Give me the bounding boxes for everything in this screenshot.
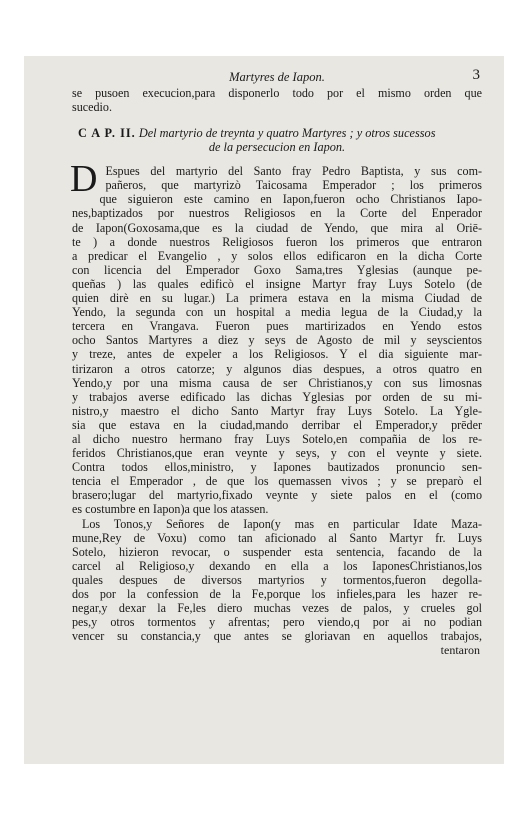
- chapter-heading-line: [72, 126, 482, 140]
- book-page: [24, 56, 504, 764]
- text-line: Yendo, la segunda con un hospital a media legua de la Ciudad,y la: [72, 305, 482, 320]
- running-head: [72, 67, 482, 85]
- paragraph-2: [72, 517, 482, 644]
- text-line: con licencia del Emperador Goxo Sama,tres Yglesias (aunque pe-: [72, 262, 482, 277]
- chapter-title-line1: Del martyrio de treynta y quatro Martyres ; y otros sucessos: [138, 126, 436, 141]
- text-line: dos por la confession de la Fe,porque los infieles,para les hazer re-: [72, 587, 482, 601]
- text-line: queñas ) las quales edificò el insigne Martyr fray Luys Sotelo (de: [72, 276, 482, 291]
- running-head-title: Martyres de Iapon.: [229, 70, 325, 84]
- text-line: carcel al Religioso,y dexando en ella a los IaponesChristianos,los: [72, 558, 482, 573]
- text-line: tencia el Emperador , de que los quemassen vivos ; y se preparò el: [72, 474, 482, 489]
- text-line: te ) a donde nuestros Religiosos fueron los primeros que entraron: [72, 234, 482, 249]
- drop-cap: D: [70, 158, 98, 201]
- chapter-label: C A P. II.: [78, 126, 136, 141]
- text-line: nistro,y maestro el dicho Santo Martyr fray Luys Sotelo. La Ygle-: [72, 403, 482, 418]
- text-line: quien dirè en su lugar.) La primera estava en la misma Ciudad de: [72, 291, 482, 306]
- catchword: tentaron: [440, 643, 480, 658]
- text-line: al dicho nuestro hermano fray Luys Sotelo,en compañia de los re-: [72, 431, 482, 446]
- text-line: sia que estava en la ciudad,mando derribar el Emperador,y prēder: [72, 417, 482, 432]
- text-line: Contra todos ellos,ministro, y Iapones bautizados pronuncio sen-: [72, 460, 482, 475]
- text-line: tirizaron a otros catorze; y algunos dias despues, a otros quatro en: [72, 361, 482, 376]
- text-line: se pusoen execucion,para disponerlo todo por el mismo orden que: [72, 86, 482, 100]
- text-line: Yendo,y por una misma causa de ser Christianos,y con sus limosnas: [72, 375, 482, 390]
- text-line: es costumbre en Iapon)a que los atassen.: [72, 502, 269, 517]
- text-line: y treze, antes de expeler a los Religiosos. Y el dia siguiente mar-: [72, 347, 482, 362]
- paragraph-1: [70, 158, 482, 517]
- chapter-title-line2: de la persecucion en Iapon.: [208, 140, 346, 155]
- text-line: pañeros, que martyrizò Taicosama Emperador ; los primeros: [105, 178, 482, 193]
- text-line: feridos Christianos,que eran veynte y seys, y con el veynte y siete.: [72, 446, 482, 461]
- text-line: sucedio.: [72, 100, 112, 115]
- text-line: vencer su constancia,y que antes se gloriavan en aquellos trabajos,: [72, 629, 482, 644]
- page-number: 3: [472, 67, 480, 83]
- intro-paragraph: [72, 86, 482, 114]
- text-line: Los Tonos,y Señores de Iapon(y mas en particular Idate Maza-: [82, 516, 482, 531]
- chapter-heading: [72, 126, 482, 154]
- text-line: Sotelo, hizieron revocar, o suspender esta sentencia, facando de la: [72, 544, 482, 559]
- text-line: de Iapon(Goxosama,que es la ciudad de Yendo, que mira al Oriē-: [72, 220, 482, 235]
- text-line: tercera en Vrangava. Fueron pues martirizados en Yendo estos: [72, 319, 482, 334]
- text-line: a predicar el Evangelio , y solos ellos edificaron en la dicha Corte: [72, 248, 482, 263]
- text-line: que siguieron este camino en Iapon,fueron ocho Christianos Iapo-: [99, 192, 482, 207]
- text-line: negar,y dexar la Fe,les diero muchas vezes de palos, y crueles gol: [72, 601, 482, 616]
- text-line: pes,y otros tormentos y afrentas; pero viendo,q por ai no podian: [72, 615, 482, 630]
- text-line: mune,Rey de Voxu) como tan aficionado al Santo Martyr fr. Luys: [72, 530, 482, 545]
- text-line: ocho Santos Martyres a diez y seys de Agosto de mil y seyscientos: [72, 333, 482, 348]
- text-line: quales despues de diversos martyrios y tormentos,fueron degolla-: [72, 572, 482, 587]
- text-line: y trabajos averse edificado las dichas Yglesias por orden de su mi-: [72, 389, 482, 404]
- text-line: brasero;lugar del martyrio,fixado veynte y siete palos en el (como: [72, 488, 482, 503]
- text-line: nes,baptizados por nuestros Religiosos en la Corte del Enperador: [72, 206, 482, 221]
- text-line: Espues del martyrio del Santo fray Pedro Baptista, y sus com-: [105, 164, 482, 179]
